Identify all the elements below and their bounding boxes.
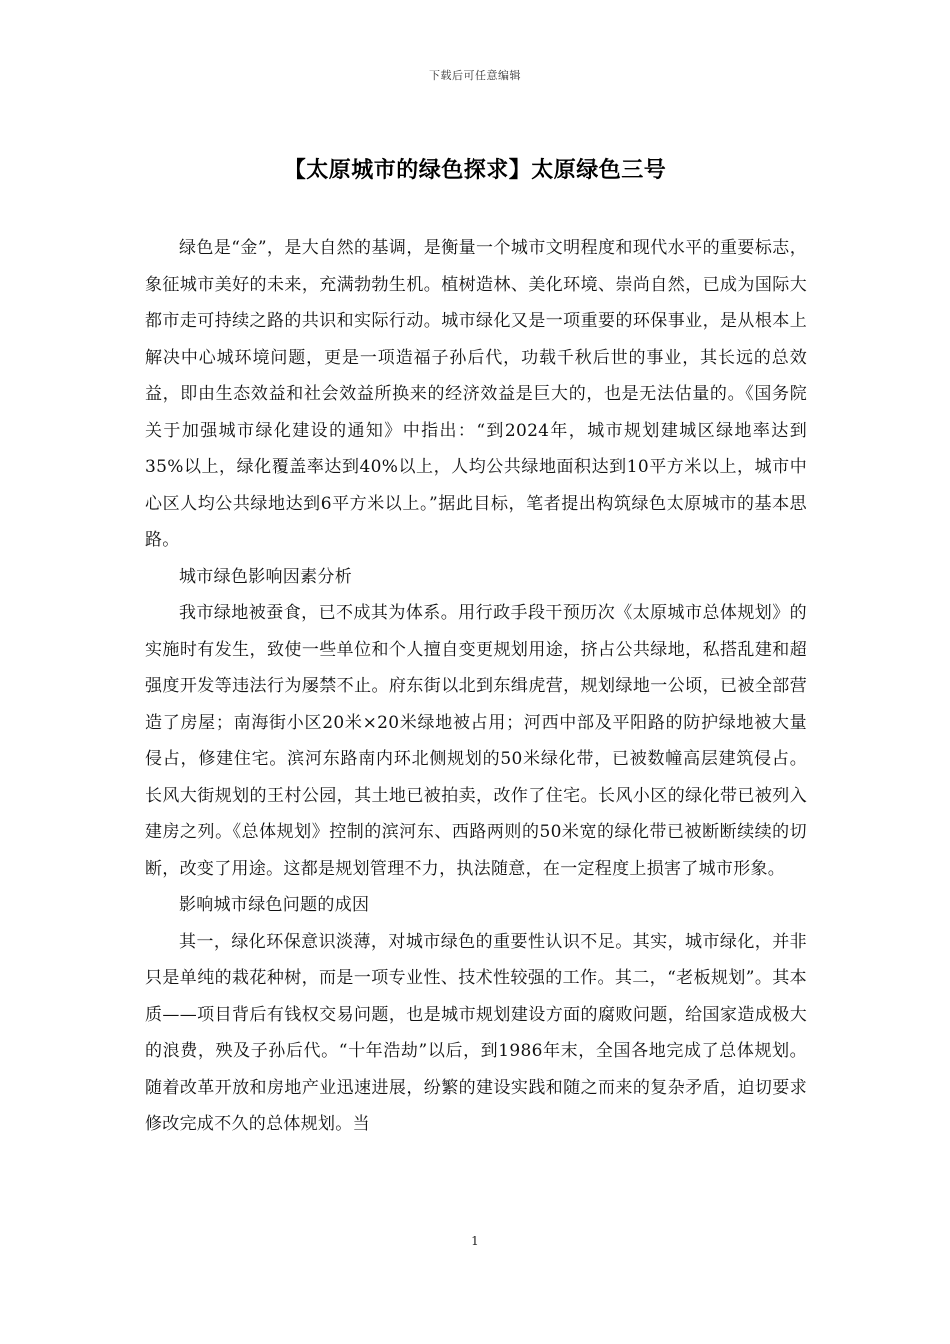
document-body (145, 230, 807, 1143)
paragraph-intro: 绿色是“金”，是大自然的基调，是衡量一个城市文明程度和现代水平的重要标志，象征城市美好的未来，充满勃勃生机。植树造林、美化环境、崇尚自然，已成为国际大都市走可持续之路的共识和实际行动。城市绿化又是一项重要的环保事业，是从根本上解决中心城环境问题，更是一项造福子孙后代，功载千秋后世的事业，其长远的总效益，即由生态效益和社会效益所换来的经济效益是巨大的，也是无法估量的。《国务院关于加强城市绿化建设的通知》中指出：“到2024年，城市规划建城区绿地率达到35%以上，绿化覆盖率达到40%以上，人均公共绿地面积达到10平方米以上，城市中心区人均公共绿地达到6平方米以上。”据此目标，笔者提出构筑绿色太原城市的基本思路。 (145, 238, 807, 550)
paragraph-causes: 其一，绿化环保意识淡薄，对城市绿色的重要性认识不足。其实，城市绿化，并非只是单纯的栽花种树，而是一项专业性、技术性较强的工作。其二，“老板规划”。其本质——项目背后有钱权交易问题，也是城市规划建设方面的腐败问题，给国家造成极大的浪费，殃及子孙后代。“十年浩劫”以后，到1986年末，全国各地完成了总体规划。随着改革开放和房地产业迅速进展，纷繁的建设实践和随之而来的复杂矛盾，迫切要求修改完成不久的总体规划。当 (145, 931, 807, 1134)
section-heading-causes: 影响城市绿色问题的成因 (179, 895, 370, 915)
page-title: 【太原城市的绿色探求】太原绿色三号 (283, 158, 667, 183)
page-number: 1 (471, 1234, 479, 1248)
paragraph-green-space-loss: 我市绿地被蚕食，已不成其为体系。用行政手段干预历次《太原城市总体规划》的实施时有发生，致使一些单位和个人擅自变更规划用途，挤占公共绿地，私搭乱建和超强度开发等违法行为屡禁不止。府东街以北到东缉虎营，规划绿地一公顷，已被全部营造了房屋；南海街小区20米×20米绿地被占用；河西中部及平阳路的防护绿地被大量侵占，修建住宅。滨河东路南内环北侧规划的50米绿化带，已被数幢高层建筑侵占。长风大街规划的王村公园，其土地已被拍卖，改作了住宅。长风小区的绿化带已被列入建房之列。《总体规划》控制的滨河东、西路两则的50米宽的绿化带已被断断续续的切断，改变了用途。这都是规划管理不力，执法随意，在一定程度上损害了城市形象。 (145, 603, 807, 879)
header-note: 下载后可任意编辑 (429, 69, 521, 82)
section-heading-factors: 城市绿色影响因素分析 (179, 566, 352, 587)
